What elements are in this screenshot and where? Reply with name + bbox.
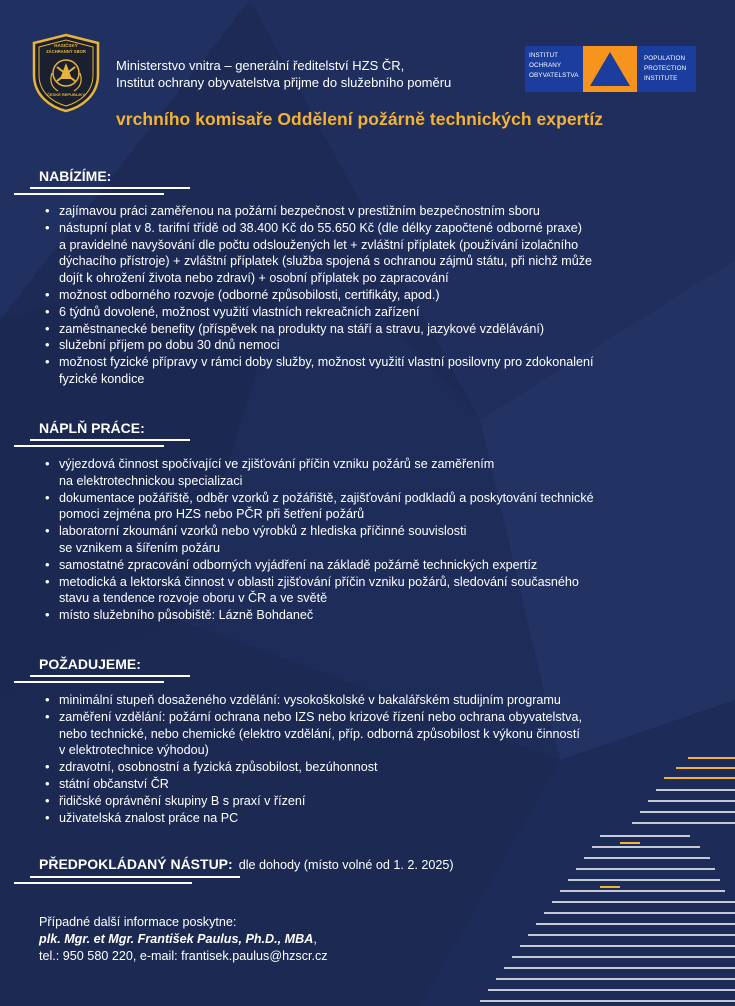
offer-heading: NABÍZÍME: xyxy=(39,168,112,184)
offer-underline-2 xyxy=(14,193,164,195)
duties-heading: NÁPLŇ PRÁCE: xyxy=(39,420,145,436)
list-item: • možnost odborného rozvoje (odborné způsobilosti, certifikáty, apod.) xyxy=(44,287,684,304)
institute-logo-czech xyxy=(525,46,581,92)
emblem-top-text-1: HASIČSKÝ xyxy=(54,43,78,48)
offer-underline xyxy=(30,187,190,189)
list-item: • minimální stupeň dosaženého vzdělání: vysokoškolské v bakalářském studijním programu xyxy=(44,692,684,709)
emblem-bottom-text: ČESKÉ REPUBLIKY xyxy=(46,92,86,97)
duties-list xyxy=(44,456,684,624)
logo-right-line-1: POPULATION xyxy=(644,55,686,62)
start-value: dle dohody (místo volné od 1. 2. 2025) xyxy=(238,858,454,872)
contact-block xyxy=(39,914,328,965)
start-underline-2 xyxy=(14,882,192,884)
fire-rescue-emblem-icon xyxy=(30,33,102,113)
list-item: • řidičské oprávnění skupiny B s praxí v řízení xyxy=(44,793,684,810)
logo-right-line-2: PROTECTION xyxy=(644,65,687,72)
requirements-list xyxy=(44,692,684,826)
requirements-underline xyxy=(30,675,190,677)
duties-underline-2 xyxy=(14,445,164,447)
duties-underline xyxy=(30,439,190,441)
contact-intro: Případné další informace poskytne: xyxy=(39,915,237,929)
organization-text xyxy=(116,57,451,91)
emblem-top-text-2: ZÁCHRANNÝ SBOR xyxy=(46,49,86,54)
position-title: vrchního komisaře Oddělení požárně technických expertíz xyxy=(116,109,604,129)
contact-name-suffix: , xyxy=(313,932,317,946)
list-item: • uživatelská znalost práce na PC xyxy=(44,810,684,827)
logo-left-line-1: INSTITUT xyxy=(529,52,559,59)
institute-logo xyxy=(525,46,696,92)
institute-logo-english xyxy=(639,46,696,92)
start-underline xyxy=(30,876,240,878)
civil-protection-triangle-icon xyxy=(581,46,639,92)
list-item: • samostatné zpracování odborných vyjádření na základě požárně technických expertíz xyxy=(44,557,684,574)
list-item: • zaměření vzdělání: požární ochrana nebo IZS nebo krizové řízení nebo ochrana obyvatelstva, nebo technické, nebo chemické (elektro vzdělání, příp. odborná způsobilost k výkonu činností v elektrotechnice výhodou) xyxy=(44,709,684,759)
list-item: • nástupní plat v 8. tarifní třídě od 38.400 Kč do 55.650 Kč (dle délky započtené odborné praxe) a pravidelné navyšování dle počtu odsloužených let + zvláštní příplatek (používání izolačního dýchacího přístroje) + zvláštní příplatek (služba spojená s ochranou zájmů státu, při nichž může dojít k ohrožení života nebo zdraví) + osobní příplatek po zapracování xyxy=(44,220,684,287)
list-item: • služební příjem po dobu 30 dnů nemoci xyxy=(44,337,684,354)
org-line-2: Institut ochrany obyvatelstva přijme do služebního poměru xyxy=(116,75,452,90)
contact-phone-email[interactable]: tel.: 950 580 220, e-mail: frantisek.paulus@hzscr.cz xyxy=(39,949,328,963)
list-item: • zdravotní, osobnostní a fyzická způsobilost, bezúhonnost xyxy=(44,759,684,776)
list-item: • zajímavou práci zaměřenou na požární bezpečnost v prestižním bezpečnostním sboru xyxy=(44,203,684,220)
logo-left-line-3: OBYVATELSTVA xyxy=(529,72,579,79)
requirements-heading: POŽADUJEME: xyxy=(39,656,141,672)
list-item: • výjezdová činnost spočívající ve zjišťování příčin vzniku požárů se zaměřením na elektrotechnickou specializaci xyxy=(44,456,684,490)
list-item: • státní občanství ČR xyxy=(44,776,684,793)
list-item: • zaměstnanecké benefity (příspěvek na produkty na stáří a stravu, jazykové vzdělávání) xyxy=(44,321,684,338)
list-item: • 6 týdnů dovolené, možnost využití vlastních rekreačních zařízení xyxy=(44,304,684,321)
list-item: • možnost fyzické přípravy v rámci doby služby, možnost využití vlastní posilovny pro zdokonalení fyzické kondice xyxy=(44,354,684,388)
org-line-1: Ministerstvo vnitra – generální ředitelství HZS ČR, xyxy=(116,58,405,73)
list-item: • dokumentace požářiště, odběr vzorků z požářiště, zajišťování podkladů a poskytování technické pomoci zejména pro HZS nebo PČR při šetření požárů xyxy=(44,490,684,524)
list-item: • metodická a lektorská činnost v oblasti zjišťování příčin vzniku požárů, sledování současného stavu a tendence rozvoje oboru v ČR a ve světě xyxy=(44,574,684,608)
logo-right-line-3: INSTITUTE xyxy=(644,75,678,82)
contact-name: plk. Mgr. et Mgr. František Paulus, Ph.D., MBA xyxy=(39,932,314,946)
logo-left-line-2: OCHRANY xyxy=(529,62,562,69)
requirements-underline-2 xyxy=(14,681,164,683)
start-heading: PŘEDPOKLÁDANÝ NÁSTUP: xyxy=(39,856,233,872)
offer-list xyxy=(44,203,684,388)
list-item: • laboratorní zkoumání vzorků nebo výrobků z hlediska příčinné souvislosti se vznikem a šířením požáru xyxy=(44,523,684,557)
list-item: • místo služebního působiště: Lázně Bohdaneč xyxy=(44,607,684,624)
start-date-row xyxy=(39,856,454,872)
